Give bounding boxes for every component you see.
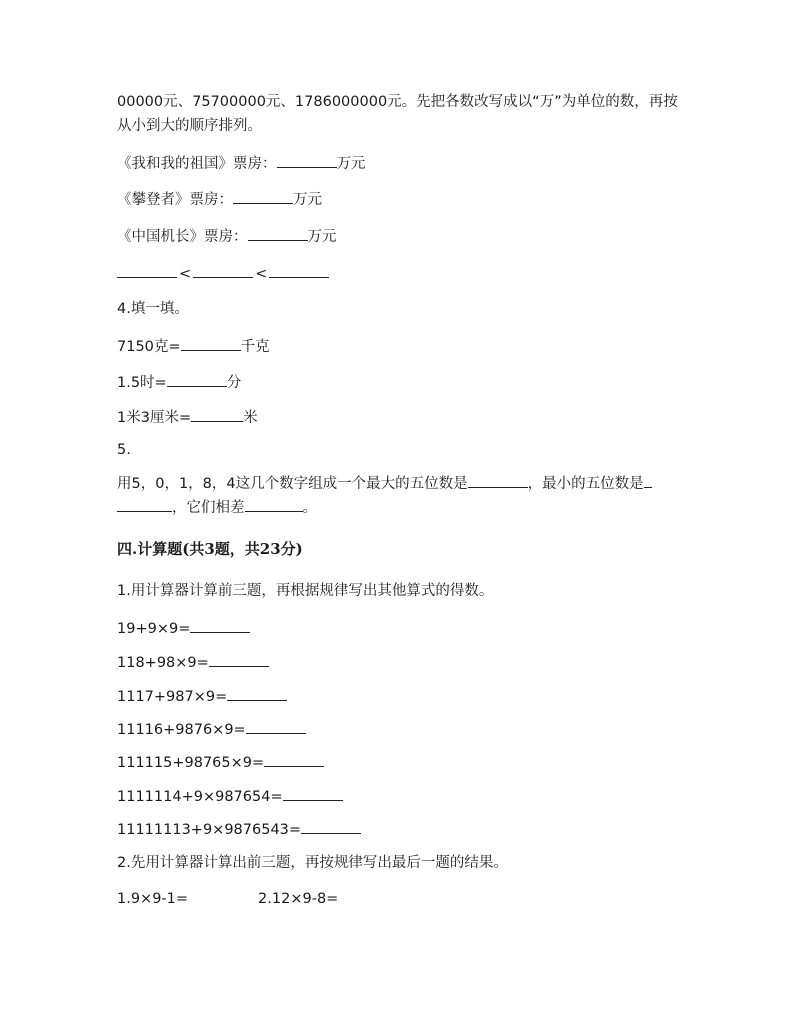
section-4-heading: 四.计算题(共3题，共23分) <box>117 540 303 558</box>
equation-text: 11111113+9×9876543= <box>117 822 302 838</box>
answer-blank[interactable] <box>269 263 329 278</box>
calc-q1-title: 1.用计算器计算前三题，再根据规律写出其他算式的得数。 <box>117 583 494 599</box>
unit-label: 万元 <box>293 192 322 208</box>
q4-b-row <box>117 372 241 393</box>
q5-text-d: 。 <box>302 500 317 516</box>
intro-line-2: 从小到大的顺序排列。 <box>117 118 262 134</box>
answer-blank[interactable] <box>117 263 177 278</box>
q4-a-unit: 千克 <box>240 339 270 355</box>
q5-text-b: ，最小的五位数是 <box>527 476 644 492</box>
q4-c-left: 1米3厘米= <box>117 410 192 426</box>
q4-b-unit: 分 <box>226 375 242 391</box>
less-than-symbol: < <box>255 266 268 282</box>
unit-label: 万元 <box>336 156 366 172</box>
equation-text: 1117+987×9= <box>117 689 228 705</box>
calc-q2-title: 2.先用计算器计算出前三题，再按规律写出最后一题的结果。 <box>117 855 508 871</box>
answer-blank[interactable] <box>301 819 361 834</box>
equation-text: 1111114+9×987654= <box>117 789 283 805</box>
answer-blank[interactable] <box>181 336 241 351</box>
answer-blank[interactable] <box>246 719 306 734</box>
q5-text-a: 用5，0，1，8，4这几个数字组成一个最大的五位数是 <box>117 476 468 492</box>
answer-blank[interactable] <box>233 189 293 204</box>
calc-q2-b: 2.12×9-8= <box>258 891 339 907</box>
answer-blank[interactable] <box>245 497 303 512</box>
calc-q2-row <box>117 889 338 909</box>
equation-text: 19+9×9= <box>117 621 191 637</box>
q4-a-row <box>117 336 270 357</box>
less-than-symbol: < <box>179 266 192 282</box>
answer-blank[interactable] <box>248 226 308 241</box>
equation-row <box>117 652 269 673</box>
equation-row <box>117 618 250 639</box>
answer-blank[interactable] <box>191 407 243 422</box>
movie-label-2: 《攀登者》票房： <box>117 192 233 208</box>
answer-blank[interactable] <box>264 752 324 767</box>
answer-blank[interactable] <box>644 473 652 488</box>
q4-c-row <box>117 407 258 428</box>
movie-row-3 <box>117 226 337 247</box>
movie-label-1: 《我和我的祖国》票房： <box>117 156 277 172</box>
answer-blank[interactable] <box>468 473 528 488</box>
equation-text: 111115+98765×9= <box>117 755 265 771</box>
equation-row <box>117 786 343 807</box>
q4-title: 4.填一填。 <box>117 301 189 317</box>
ordering-row <box>117 263 329 284</box>
q5-line-2 <box>117 497 317 518</box>
movie-row-2 <box>117 189 322 210</box>
q5-line-1 <box>117 473 652 494</box>
equation-text: 11116+9876×9= <box>117 722 246 738</box>
calc-q2-a: 1.9×9-1= <box>117 891 189 907</box>
equation-row <box>117 686 287 707</box>
answer-blank[interactable] <box>209 652 269 667</box>
q5-number: 5. <box>117 442 131 458</box>
q4-b-left: 1.5时= <box>117 375 167 391</box>
answer-blank[interactable] <box>277 153 337 168</box>
equation-text: 118+98×9= <box>117 655 209 671</box>
answer-blank[interactable] <box>167 372 227 387</box>
equation-row <box>117 819 361 840</box>
answer-blank[interactable] <box>283 786 343 801</box>
answer-blank[interactable] <box>227 686 287 701</box>
movie-row-1 <box>117 153 366 174</box>
answer-blank[interactable] <box>193 263 253 278</box>
answer-blank[interactable] <box>190 618 250 633</box>
answer-blank[interactable] <box>117 497 172 512</box>
intro-line-1: 00000元、75700000元、1786000000元。先把各数改写成以“万”为单位的数，再按 <box>117 94 678 110</box>
q4-c-unit: 米 <box>243 410 258 426</box>
q4-a-left: 7150克= <box>117 339 181 355</box>
equation-row <box>117 719 306 740</box>
movie-label-3: 《中国机长》票房： <box>117 229 248 245</box>
equation-row <box>117 752 324 773</box>
unit-label: 万元 <box>307 229 337 245</box>
q5-text-c: ，它们相差 <box>172 500 245 516</box>
